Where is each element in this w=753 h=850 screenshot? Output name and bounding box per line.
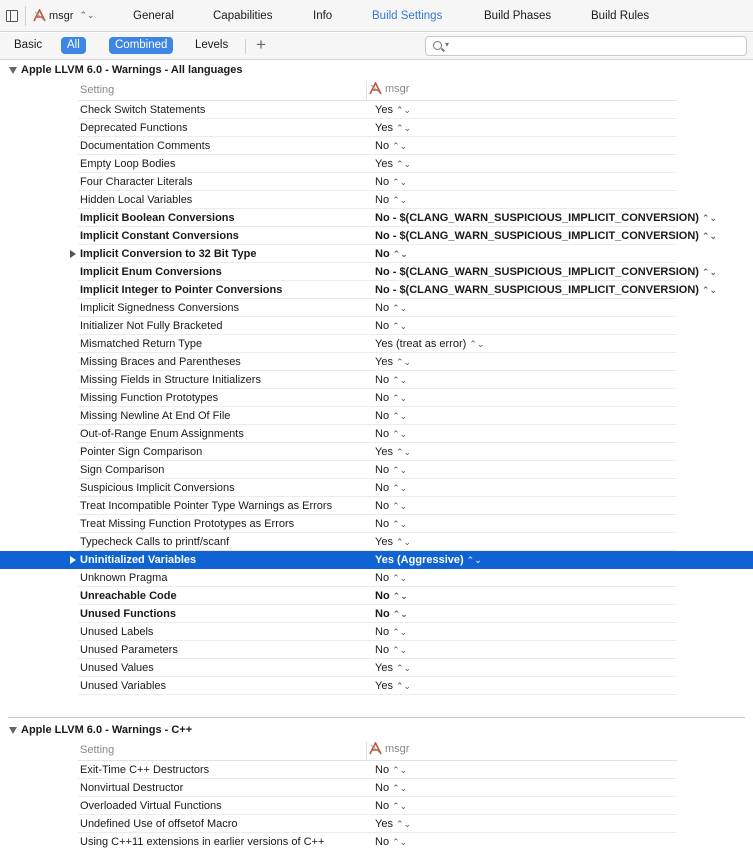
stepper-icon: ⌃⌄ (469, 339, 485, 349)
setting-name: Implicit Constant Conversions (80, 230, 239, 242)
stepper-icon: ⌃⌄ (466, 555, 482, 565)
setting-value: No (375, 590, 390, 602)
setting-value: Yes (375, 446, 393, 458)
setting-value: No - $(CLANG_WARN_SUSPICIOUS_IMPLICIT_CONVERSION) (375, 230, 699, 242)
setting-name: Out-of-Range Enum Assignments (80, 428, 244, 440)
stepper-icon: ⌃⌄ (392, 501, 408, 511)
setting-name: Check Switch Statements (80, 104, 206, 116)
setting-row[interactable] (0, 191, 753, 209)
target-column-header (369, 742, 409, 755)
setting-value-popup[interactable] (375, 515, 407, 533)
setting-value: No (375, 194, 390, 206)
settings-list (0, 761, 753, 850)
setting-row[interactable] (0, 371, 753, 389)
target-column-label: msgr (385, 742, 410, 755)
setting-value: No - $(CLANG_WARN_SUSPICIOUS_IMPLICIT_CONVERSION) (375, 266, 699, 278)
setting-name: Implicit Signedness Conversions (80, 302, 239, 314)
setting-value-popup[interactable] (375, 815, 411, 833)
disclosure-triangle-icon[interactable] (9, 67, 17, 74)
setting-value: No (375, 518, 390, 530)
setting-name: Unused Parameters (80, 644, 178, 656)
setting-value: No (375, 764, 390, 776)
stepper-icon: ⌃⌄ (701, 285, 718, 295)
setting-name: Implicit Boolean Conversions (80, 212, 235, 224)
settings-list (0, 101, 753, 695)
stepper-icon: ⌃⌄ (395, 537, 412, 547)
setting-name: Missing Fields in Structure Initializers (80, 374, 261, 386)
setting-value: No (375, 374, 390, 386)
setting-value: No - $(CLANG_WARN_SUSPICIOUS_IMPLICIT_CONVERSION) (375, 284, 699, 296)
setting-name: Uninitialized Variables (80, 554, 197, 566)
setting-row[interactable] (0, 761, 753, 779)
setting-row[interactable] (0, 209, 753, 227)
target-column-header (369, 82, 409, 95)
setting-row[interactable] (0, 155, 753, 173)
setting-row[interactable] (0, 623, 753, 641)
setting-value: No (375, 140, 390, 152)
stepper-icon: ⌃⌄ (392, 609, 408, 619)
setting-value-popup[interactable] (375, 119, 411, 137)
setting-value: Yes (treat as error) (375, 338, 467, 350)
setting-value-popup[interactable] (375, 425, 407, 443)
stepper-icon: ⌃⌄ (392, 177, 408, 187)
section-header[interactable] (0, 721, 753, 739)
search-options-chevron-icon: ▾ (445, 40, 450, 49)
setting-name: Treat Missing Function Prototypes as Errors (80, 518, 295, 530)
setting-value: Yes (375, 818, 393, 830)
setting-value-popup[interactable] (375, 155, 411, 173)
stepper-icon: ⌃⌄ (392, 783, 408, 793)
setting-value-popup[interactable] (375, 479, 407, 497)
stepper-icon: ⌃⌄ (392, 321, 408, 331)
target-selector-label: msgr (49, 9, 74, 22)
setting-value-popup[interactable] (375, 389, 407, 407)
setting-value: Yes (375, 158, 393, 170)
setting-name: Undefined Use of offsetof Macro (80, 818, 238, 830)
setting-row[interactable] (0, 587, 753, 605)
stepper-icon: ⌃⌄ (395, 447, 412, 457)
stepper-icon: ⌃⌄ (392, 483, 408, 493)
column-divider (366, 81, 367, 101)
setting-value-popup[interactable] (375, 317, 407, 335)
setting-value: No (375, 782, 390, 794)
setting-row[interactable] (0, 389, 753, 407)
setting-row[interactable] (0, 479, 753, 497)
setting-row[interactable] (0, 407, 753, 425)
setting-value: No (375, 500, 390, 512)
app-target-icon (33, 9, 46, 22)
setting-row[interactable] (0, 263, 753, 281)
stepper-icon: ⌃⌄ (392, 465, 408, 475)
toolbar-divider (25, 6, 26, 26)
setting-row[interactable] (0, 281, 753, 299)
setting-name: Implicit Integer to Pointer Conversions (80, 284, 283, 296)
setting-value-popup[interactable] (375, 461, 407, 479)
setting-name: Nonvirtual Destructor (80, 782, 184, 794)
setting-column-label: Setting (80, 84, 115, 96)
column-header (0, 739, 753, 761)
stepper-icon: ⌃⌄ (392, 801, 408, 811)
setting-name: Overloaded Virtual Functions (80, 800, 222, 812)
setting-value: Yes (375, 356, 393, 368)
setting-row[interactable] (0, 227, 753, 245)
setting-value-popup[interactable] (375, 371, 407, 389)
setting-name: Empty Loop Bodies (80, 158, 176, 170)
setting-value-popup[interactable] (375, 227, 717, 245)
setting-row[interactable] (0, 533, 753, 551)
setting-value-popup[interactable] (375, 761, 407, 779)
setting-value-popup[interactable] (375, 569, 407, 587)
app-target-icon (369, 82, 382, 95)
setting-value-popup[interactable] (375, 833, 407, 850)
setting-name: Implicit Conversion to 32 Bit Type (80, 248, 257, 260)
setting-value: No (375, 392, 390, 404)
stepper-icon: ⌃⌄ (395, 819, 412, 829)
setting-value-popup[interactable] (375, 335, 484, 353)
setting-value: No (375, 572, 390, 584)
setting-row[interactable] (0, 119, 753, 137)
setting-value-popup[interactable] (375, 779, 407, 797)
setting-row[interactable] (0, 833, 753, 850)
setting-value: Yes (375, 680, 393, 692)
setting-value-popup[interactable] (375, 497, 407, 515)
setting-name: Unreachable Code (80, 590, 177, 602)
search-icon (433, 41, 442, 50)
setting-name: Exit-Time C++ Destructors (80, 764, 210, 776)
setting-row[interactable] (0, 569, 753, 587)
section-warnings-all-languages (0, 61, 753, 695)
tab-build-phases[interactable]: Build Phases (484, 10, 552, 22)
editor-tab-bar (0, 0, 753, 32)
stepper-icon: ⌃⌄ (392, 837, 408, 847)
stepper-icon: ⌃⌄ (395, 105, 412, 115)
setting-value: Yes (375, 122, 393, 134)
setting-name: Unused Functions (80, 608, 176, 620)
tab-build-settings[interactable]: Build Settings (372, 10, 443, 22)
stepper-icon: ⌃⌄ (392, 765, 408, 775)
tab-info[interactable]: Info (313, 10, 333, 22)
section-title: Apple LLVM 6.0 - Warnings - All languages (21, 64, 243, 76)
setting-value-popup[interactable] (375, 173, 407, 191)
setting-value-popup[interactable] (375, 533, 411, 551)
section-header[interactable] (0, 61, 753, 79)
setting-name: Unused Values (80, 662, 154, 674)
setting-name: Four Character Literals (80, 176, 193, 188)
stepper-icon: ⌃⌄ (395, 357, 412, 367)
setting-row[interactable] (0, 137, 753, 155)
setting-value: No (375, 626, 390, 638)
setting-column-label: Setting (80, 744, 115, 756)
setting-value: Yes (375, 536, 393, 548)
setting-name: Missing Braces and Parentheses (80, 356, 241, 368)
setting-row[interactable] (0, 515, 753, 533)
app-target-icon (369, 742, 382, 755)
setting-row[interactable] (0, 497, 753, 515)
setting-row[interactable] (0, 797, 753, 815)
column-header (0, 79, 753, 101)
setting-row[interactable] (0, 677, 753, 695)
setting-value-popup[interactable] (375, 551, 482, 569)
setting-name: Sign Comparison (80, 464, 165, 476)
setting-row[interactable] (0, 353, 753, 371)
disclosure-triangle-icon[interactable] (70, 556, 76, 564)
target-selector[interactable] (33, 9, 95, 22)
setting-name: Unused Labels (80, 626, 154, 638)
stepper-icon: ⌃⌄ (392, 519, 408, 529)
setting-value-popup[interactable] (375, 245, 408, 263)
setting-value: No (375, 320, 390, 332)
setting-name: Documentation Comments (80, 140, 211, 152)
search-field[interactable] (425, 36, 747, 56)
stepper-icon: ⌃⌄ (392, 375, 408, 385)
section-warnings-cpp (0, 721, 753, 850)
setting-value-popup[interactable] (375, 353, 411, 371)
setting-value-popup[interactable] (375, 443, 411, 461)
setting-value-popup[interactable] (375, 623, 407, 641)
setting-name: Suspicious Implicit Conversions (80, 482, 235, 494)
setting-row[interactable] (0, 335, 753, 353)
levels-view-button[interactable]: Levels (195, 39, 229, 51)
setting-value: No (375, 800, 390, 812)
setting-value-popup[interactable] (375, 641, 407, 659)
setting-value-popup[interactable] (375, 605, 408, 623)
stepper-icon: ⌃⌄ (392, 303, 408, 313)
setting-value-popup[interactable] (375, 407, 407, 425)
setting-value: Yes (375, 104, 393, 116)
stepper-icon: ⌃⌄ (392, 195, 408, 205)
stepper-icon: ⌃⌄ (395, 663, 412, 673)
setting-value-popup[interactable] (375, 587, 408, 605)
setting-value: Yes (375, 662, 393, 674)
setting-row[interactable] (0, 641, 753, 659)
setting-value-popup[interactable] (375, 797, 407, 815)
setting-value: No - $(CLANG_WARN_SUSPICIOUS_IMPLICIT_CONVERSION) (375, 212, 699, 224)
setting-value-popup[interactable] (375, 137, 407, 155)
all-filter-button[interactable]: All (61, 37, 86, 54)
setting-value-popup[interactable] (375, 299, 407, 317)
setting-value: No (375, 608, 390, 620)
section-divider (8, 717, 745, 718)
setting-row[interactable] (0, 299, 753, 317)
setting-name: Mismatched Return Type (80, 338, 203, 350)
setting-name: Missing Function Prototypes (80, 392, 219, 404)
setting-name: Missing Newline At End Of File (80, 410, 231, 422)
setting-row[interactable] (0, 815, 753, 833)
setting-value: No (375, 302, 390, 314)
sidebar-toggle-icon[interactable] (6, 10, 18, 22)
setting-name: Using C++11 extensions in earlier versions of C++ (80, 836, 325, 848)
setting-value-popup[interactable] (375, 191, 407, 209)
basic-filter-button[interactable]: Basic (14, 39, 43, 51)
setting-row[interactable] (0, 425, 753, 443)
setting-value: No (375, 428, 390, 440)
tab-general[interactable]: General (133, 10, 174, 22)
setting-name: Deprecated Functions (80, 122, 188, 134)
setting-row[interactable] (0, 659, 753, 677)
add-setting-button[interactable]: + (256, 35, 266, 54)
setting-name: Treat Incompatible Pointer Type Warnings as Errors (80, 500, 333, 512)
stepper-icon: ⌃⌄ (701, 213, 718, 223)
setting-value-popup[interactable] (375, 281, 717, 299)
setting-name: Initializer Not Fully Bracketed (80, 320, 223, 332)
setting-value: No (375, 248, 390, 260)
tab-build-rules[interactable]: Build Rules (591, 10, 650, 22)
setting-name: Hidden Local Variables (80, 194, 193, 206)
setting-name: Unknown Pragma (80, 572, 168, 584)
stepper-icon: ⌃⌄ (79, 10, 95, 20)
setting-row[interactable] (0, 551, 753, 569)
setting-value: No (375, 410, 390, 422)
stepper-icon: ⌃⌄ (392, 627, 408, 637)
setting-value-popup[interactable] (375, 659, 411, 677)
column-divider (366, 741, 367, 761)
setting-name: Pointer Sign Comparison (80, 446, 203, 458)
tab-capabilities[interactable]: Capabilities (213, 10, 273, 22)
disclosure-triangle-icon[interactable] (70, 250, 76, 258)
setting-value: No (375, 464, 390, 476)
setting-row[interactable] (0, 317, 753, 335)
stepper-icon: ⌃⌄ (701, 231, 718, 241)
stepper-icon: ⌃⌄ (392, 393, 408, 403)
setting-row[interactable] (0, 779, 753, 797)
setting-name: Typecheck Calls to printf/scanf (80, 536, 230, 548)
row-separator (78, 694, 677, 695)
combined-view-button[interactable]: Combined (109, 37, 173, 54)
setting-value: No (375, 176, 390, 188)
stepper-icon: ⌃⌄ (392, 249, 408, 259)
filter-divider (245, 39, 246, 54)
setting-row[interactable] (0, 461, 753, 479)
setting-name: Implicit Enum Conversions (80, 266, 222, 278)
disclosure-triangle-icon[interactable] (9, 727, 17, 734)
stepper-icon: ⌃⌄ (392, 573, 408, 583)
setting-value-popup[interactable] (375, 263, 717, 281)
target-column-label: msgr (385, 82, 410, 95)
setting-row[interactable] (0, 173, 753, 191)
stepper-icon: ⌃⌄ (395, 159, 412, 169)
setting-row[interactable] (0, 101, 753, 119)
setting-value: No (375, 836, 390, 848)
stepper-icon: ⌃⌄ (395, 681, 412, 691)
stepper-icon: ⌃⌄ (395, 123, 412, 133)
setting-row[interactable] (0, 245, 753, 263)
stepper-icon: ⌃⌄ (392, 429, 408, 439)
stepper-icon: ⌃⌄ (392, 591, 408, 601)
setting-name: Unused Variables (80, 680, 167, 692)
section-title: Apple LLVM 6.0 - Warnings - C++ (21, 724, 193, 736)
setting-value: No (375, 644, 390, 656)
setting-row[interactable] (0, 443, 753, 461)
stepper-icon: ⌃⌄ (701, 267, 718, 277)
setting-row[interactable] (0, 605, 753, 623)
setting-value-popup[interactable] (375, 677, 411, 695)
stepper-icon: ⌃⌄ (392, 141, 408, 151)
stepper-icon: ⌃⌄ (392, 645, 408, 655)
setting-value-popup[interactable] (375, 101, 411, 119)
stepper-icon: ⌃⌄ (392, 411, 408, 421)
setting-value: Yes (Aggressive) (375, 554, 464, 566)
setting-value-popup[interactable] (375, 209, 717, 227)
filter-bar (0, 33, 753, 60)
setting-value: No (375, 482, 390, 494)
